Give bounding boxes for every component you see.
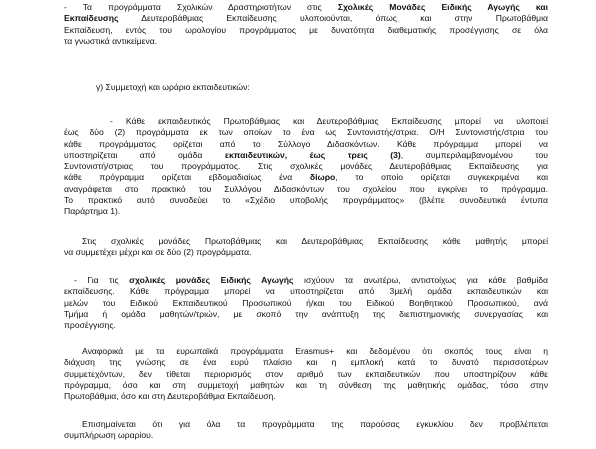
bold-phrase: Σχολικές Μονάδες Ειδικής Αγωγής και xyxy=(337,2,548,12)
paragraph-special-education-units xyxy=(64,275,548,331)
text-line: αναγράφεται στο πρακτικό του Συλλόγου Διδασκόντων του σχολείου που εγκρίνει το πρόγραμμα. xyxy=(64,183,548,194)
text-line: Επισημαίνεται ότι για όλα τα προγράμματα της παρούσας εγκυκλίου δεν προβλέπεται xyxy=(82,419,548,429)
text-line: Πρωτοβάθμια, όσο και στη Δευτεροβάθμια Εκπαίδευση. xyxy=(64,391,276,402)
text-line: - Τα προγράμματα Σχολικών Δραστηριοτήτων στις Σχολικές Μονάδες Ειδικής Αγωγής και xyxy=(64,2,548,12)
bold-phrase: εκπαιδευτικών, έως τρεις (3) xyxy=(224,149,401,160)
text-line: Συντονιστή/στριας του προγράμματος. Στις σχολικές μονάδες Δευτεροβάθμιας Εκπαίδευσης για xyxy=(64,161,548,172)
text-line: έως δύο (2) προγράμματα εκ των οποίων το ένα ως Συντονιστής/στρια. Ο/Η Συντονιστής/στρια του xyxy=(64,127,548,138)
text-line: Στις σχολικές μονάδες Πρωτοβάθμιας και Δευτεροβάθμιας Εκπαίδευσης κάθε μαθητής μπορεί xyxy=(82,236,548,246)
section-heading: γ) Συμμετοχή και ωράριο εκπαιδευτικών: xyxy=(96,82,250,92)
paragraph-student-participation xyxy=(64,236,548,259)
bold-phrase: δίωρο xyxy=(309,172,336,183)
text-line: - Για τις σχολικές μονάδες Ειδικής Αγωγής ισχύουν τα ανωτέρω, αντιστοίχως για κάθε βαθμίδα xyxy=(74,275,548,285)
paragraph-no-schedule-completion xyxy=(64,419,548,442)
text-line: - Κάθε εκπαιδευτικός Πρωτοβάθμιας και Δευτεροβάθμιας Εκπαίδευσης μπορεί να υλοποιεί xyxy=(110,116,548,126)
text-line: Αναφορικά με τα ευρωπαϊκά προγράμματα Erasmus+ και δεδομένου ότι σκοπός τους είναι η xyxy=(82,346,548,356)
text-line: Τμήμα ή ομάδα μαθητών/τριών, με σκοπό την ανάπτυξη της διεπιστημονικής συνεργασίας και xyxy=(64,308,548,319)
text-line: μελών του Ειδικού Εκπαιδευτικού Προσωπικού ή/και του Ειδικού Βοηθητικού Προσωπικού, ανά xyxy=(64,297,548,308)
text-line: συμπλήρωση ωραρίου. xyxy=(64,430,154,441)
text-line: διάχυση της γνώσης σε ένα ευρύ πλαίσιο και η εμπλοκή κατά το δυνατό περισσοτέρων xyxy=(64,357,548,368)
text-line: κάθε πρόγραμμα ορίζεται εβδομαδιαίως ένα δίωρο, το οποίο ορίζεται συγκεκριμένα και xyxy=(64,172,548,183)
text-line: υποστηρίζεται από ομάδα εκπαιδευτικών, έως τρεις (3), συμπεριλαμβανομένου του xyxy=(64,149,548,160)
text-line: Εκπαίδευσης Δευτεροβάθμιας Εκπαίδευσης υλοποιούνται, όπως και στην Πρωτοβάθμια xyxy=(64,13,548,24)
text-line: Παράρτημα 1). xyxy=(64,206,121,217)
text-line: κάθε προγράμματος ορίζεται από το Σύλλογο Διδασκόντων. Κάθε πρόγραμμα μπορεί να xyxy=(64,138,548,149)
paragraph-teacher-participation xyxy=(64,116,548,218)
text-line: εκπαίδευσης. Κάθε πρόγραμμα μπορεί να υποστηρίζεται από 3μελή ομάδα εκπαιδευτικών και xyxy=(64,286,548,297)
bold-phrase: Εκπαίδευσης xyxy=(64,13,119,24)
text-line: τα γνωστικά αντικείμενα. xyxy=(64,35,158,46)
paragraph-school-activities-special-education xyxy=(64,2,548,47)
text-line: συμμετεχόντων, δεν τίθεται περιορισμός στον αριθμό των εκπαιδευτικών που υποστηρίζουν κάθε xyxy=(64,368,548,379)
text-line: πρόγραμμα, όσο και στη συμμετοχή μαθητών και τη σύνθεση της μαθητικής ομάδας, τόσο στην xyxy=(64,379,548,390)
bold-phrase: σχολικές μονάδες Ειδικής Αγωγής xyxy=(129,275,294,285)
paragraph-erasmus xyxy=(64,346,548,402)
text-line: Το πρακτικό αυτό συνοδεύει το «Σχέδιο υποβολής προγράμματος» (βλέπε συνοδευτικά έντυπα xyxy=(64,195,548,206)
text-line: προσέγγισης. xyxy=(64,320,116,331)
text-line: να συμμετέχει μέχρι και σε δύο (2) προγράμματα. xyxy=(64,247,252,258)
text-line: Εκπαίδευση, εντός του ωρολογίου προγράμματος με δυνατότητα διαθεματικής προσέγγισης σε όλα xyxy=(64,24,548,35)
